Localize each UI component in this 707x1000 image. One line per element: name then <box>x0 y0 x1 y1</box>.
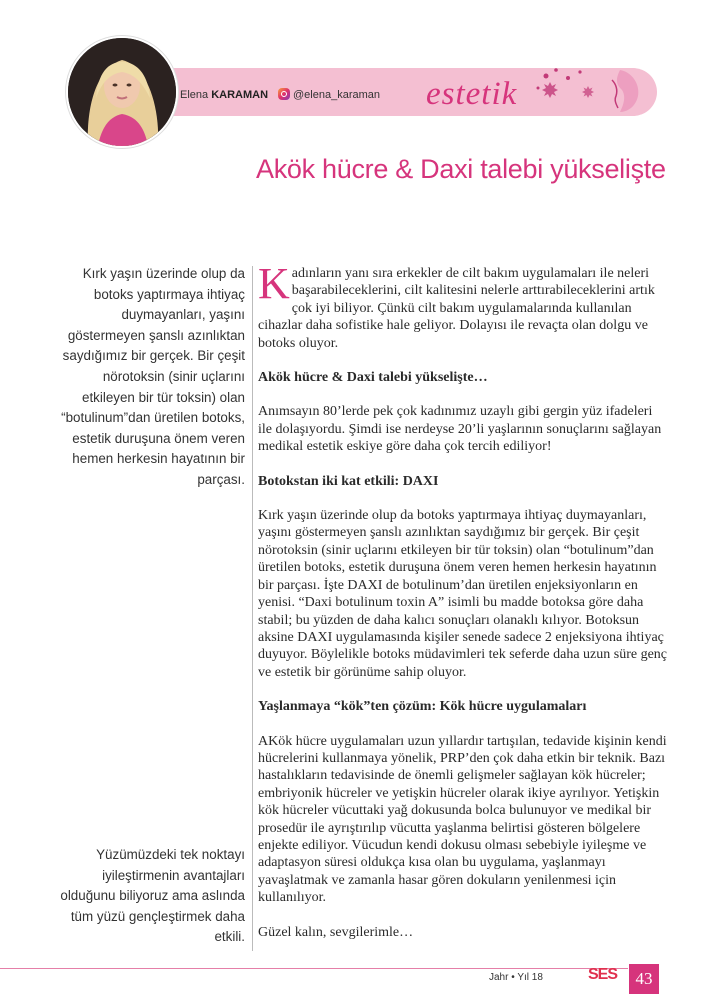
drop-cap: K <box>258 259 290 308</box>
instagram-icon <box>278 88 290 100</box>
intro-paragraph <box>258 259 668 352</box>
paragraph-3: AKök hücre uygulamaları uzun yıllardır tartışılan, tedavide kişinin kendi hücrelerini kullanmaya yönelik, PRP’den çok daha etkin bir teknik. Bazı hastalıkların tedavisinde de önemli gelişmeler sağlayan kök hücreler; embriyonik hücreler ve yetişkin hücreler olarak ikiye ayrılıyor. Yetişkin kök hücreler vücuttaki yağ dokusunda bolca bulunuyor ve medikal bir prosedür ile ayrıştırılıp vücutta yaşlanma belirtisi gösteren bölgelere enjekte ediliyor. Vücudun kendi dokusu olması sebebiyle iyileşme ve adaptasyon süresi oldukça kısa olan bu uygulama, yaşlanmayı yavaşlatmak ve zamanla hasar gören dokuların yenilenmesi için kullanılıyor. <box>258 733 667 906</box>
article-body <box>258 259 668 958</box>
intro-text: adınların yanı sıra erkekler de cilt bakım uygulamaları ile neleri başarabileceklerini, cilt kalitesini nelerle arttırabileceklerini artık çok iyi biliyor. Çünkü cilt bakım uygulamalarında kullanılan cihazlar daha sofistike hale geliyor. Dolayısı ile revaçta olan dolgu ve botoks oluyor. <box>258 266 655 351</box>
page-number: 43 <box>629 964 659 994</box>
author-avatar <box>66 36 178 148</box>
closing-line: Güzel kalın, sevgilerimle… <box>258 924 414 940</box>
subheading-1: Akök hücre & Daxi talebi yükselişte… <box>258 370 488 386</box>
paragraph-2: Kırk yaşın üzerinde olup da botoks yaptırmaya ihtiyaç duymayanları, yaşını göstermeyen şanslı azınlıktan saydığımız bir gerçek. Bir çeşit nörotoksin (sinir uçlarını etkileyen bir tür toksin) olan “botulinum”dan üretilen botoks, estetik duruşuna önem veren hemen herkesin hayatının bir parçası. İşte DAXI de botulinum’dan üretilen enjeksiyonların en yenisi. “Daxi botulinum toxin A” isimli bu madde botoksa göre daha stabil; bu yüzden de daha kalıcı sonuçları olanaklı kılıyor. Botoksun aksine DAXI uygulamasında kişiler senede sadece 2 enjeksiyona ihtiyaç duyuyor. Böylelikle botoks müdavimleri tek seferde daha uzun süre genç ve estetik bir görünüme sahip oluyor. <box>258 508 668 680</box>
footer-issue: Jahr • Yıl 18 <box>489 972 543 983</box>
subheading-3: Yaşlanmaya “kök”ten çözüm: Kök hücre uygulamaları <box>258 699 587 715</box>
pull-quote-top: Kırk yaşın üzerinde olup da botoks yaptırmaya ihtiyaç duymayanları, yaşını göstermeyen şanslı azınlıktan saydığımız bir gerçek. Bir çeşit nörotoksin (sinir uçlarını etkileyen bir tür toksin) olan “botulinum”dan üretilen botoks, estetik duruşuna önem veren hemen herkesin hayatının bir parçası. <box>61 266 245 487</box>
subheading-2: Botokstan iki kat etkili: DAXI <box>258 473 439 489</box>
article-title: Akök hücre & Daxi talebi yükselişte <box>256 154 666 184</box>
paragraph-1: Anımsayın 80’lerde pek çok kadınımız uzaylı gibi gergin yüz ifadeleri ile dolaşıyordu. Şimdi ise nerdeyse 20’li yaşlarının sonuçlarını sağlayan medikal estetik eskiye göre daha çok tercih ediliyor! <box>258 404 662 455</box>
beauty-face-decoration-icon <box>528 66 648 116</box>
pull-quote-bottom: Yüzümüzdeki tek noktayı iyileştirmenin avantajları olduğunu biliyoruz ama aslında tüm yüzü gençleştirmek daha etkili. <box>60 847 245 945</box>
footer-logo: SES <box>588 966 618 983</box>
footer-rule <box>0 968 628 969</box>
section-label: estetik <box>426 76 518 112</box>
author-first-name: Elena <box>180 89 209 101</box>
author-last-name: KARAMAN <box>211 89 269 101</box>
column-divider <box>252 266 253 951</box>
author-name <box>180 89 268 101</box>
instagram-handle[interactable]: @elena_karaman <box>293 89 380 101</box>
